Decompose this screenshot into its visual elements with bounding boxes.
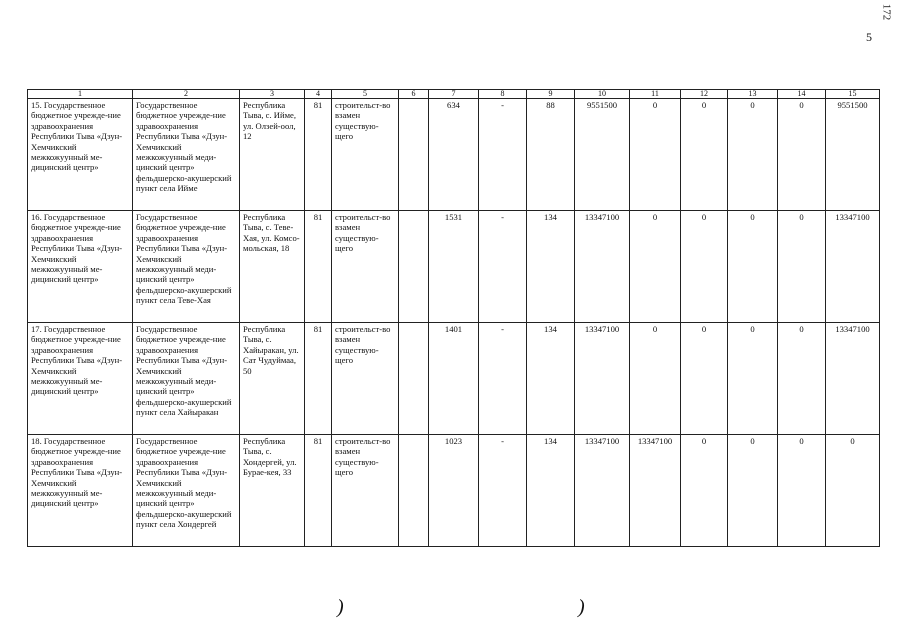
table-cell: строительст-во взамен существую-щего	[332, 435, 399, 547]
table-cell: 9551500	[575, 99, 630, 211]
table-cell: Республика Тыва, с. Теве-Хая, ул. Комсо-мольская, 18	[240, 211, 305, 323]
table-cell: 15. Государственное бюджетное учрежде-ние здравоохранения Республики Тыва «Дзун-Хемчикский межкожуунный ме-дицинский центр»	[28, 99, 133, 211]
table-row	[28, 435, 880, 547]
table-cell: 1531	[429, 211, 479, 323]
table-cell: 0	[681, 323, 728, 435]
column-header-8: 8	[479, 90, 527, 99]
table-cell: 0	[778, 211, 826, 323]
table-cell: 18. Государственное бюджетное учрежде-ние здравоохранения Республики Тыва «Дзун-Хемчикский межкожуунный ме-дицинский центр»	[28, 435, 133, 547]
table-cell: -	[479, 211, 527, 323]
table-cell: 134	[527, 211, 575, 323]
table-cell: 0	[778, 323, 826, 435]
table-row	[28, 323, 880, 435]
table-cell: 13347100	[826, 323, 880, 435]
table-cell	[399, 435, 429, 547]
table-cell	[399, 99, 429, 211]
table-cell: строительст-во взамен существую-щего	[332, 323, 399, 435]
table-body	[28, 99, 880, 547]
table-cell: 13347100	[826, 211, 880, 323]
table-cell: 0	[681, 211, 728, 323]
table-cell: 1401	[429, 323, 479, 435]
data-table	[27, 89, 880, 547]
table-cell: 0	[728, 211, 778, 323]
table-cell: 0	[826, 435, 880, 547]
table-cell: 1023	[429, 435, 479, 547]
table-cell: строительст-во взамен существую-щего	[332, 211, 399, 323]
table-cell: 9551500	[826, 99, 880, 211]
table-row	[28, 211, 880, 323]
table-cell: 0	[728, 99, 778, 211]
table-cell: Республика Тыва, с. Хондергей, ул. Бурае-кея, 33	[240, 435, 305, 547]
table-cell: 134	[527, 323, 575, 435]
table-cell: Государственное бюджетное учрежде-ние здравоохранения Республики Тыва «Дзун-Хемчикский межкожуунный меди-цинский центр» фельдшерско-акушерский пункт села Хайыракан	[133, 323, 240, 435]
table-cell: Республика Тыва, с. Хайыракан, ул. Сат Чудуймаа, 50	[240, 323, 305, 435]
header-row	[28, 90, 880, 99]
column-header-14: 14	[778, 90, 826, 99]
table-cell: 13347100	[575, 323, 630, 435]
column-header-12: 12	[681, 90, 728, 99]
column-header-9: 9	[527, 90, 575, 99]
table-cell: Государственное бюджетное учрежде-ние здравоохранения Республики Тыва «Дзун-Хемчикский межкожуунный меди-цинский центр» фельдшерско-акушерский пункт села Ийме	[133, 99, 240, 211]
table-cell: 134	[527, 435, 575, 547]
table-cell: 0	[681, 99, 728, 211]
table-cell: Государственное бюджетное учрежде-ние здравоохранения Республики Тыва «Дзун-Хемчикский межкожуунный меди-цинский центр» фельдшерско-акушерский пункт села Теве-Хая	[133, 211, 240, 323]
table-row	[28, 99, 880, 211]
column-header-4: 4	[305, 90, 332, 99]
column-header-11: 11	[630, 90, 681, 99]
table-cell: Республика Тыва, с. Ийме, ул. Олзей-оол, 12	[240, 99, 305, 211]
table-cell: 0	[630, 99, 681, 211]
table-cell: 88	[527, 99, 575, 211]
table-cell: 16. Государственное бюджетное учрежде-ние здравоохранения Республики Тыва «Дзун-Хемчикский межкожуунный ме-дицинский центр»	[28, 211, 133, 323]
column-header-6: 6	[399, 90, 429, 99]
table-cell: 0	[728, 323, 778, 435]
column-header-2: 2	[133, 90, 240, 99]
table-cell: строительст-во взамен существую-щего	[332, 99, 399, 211]
table-cell: -	[479, 435, 527, 547]
table-cell: 0	[778, 435, 826, 547]
table-cell	[399, 211, 429, 323]
column-header-1: 1	[28, 90, 133, 99]
table-cell: 634	[429, 99, 479, 211]
table-cell: 81	[305, 99, 332, 211]
column-header-10: 10	[575, 90, 630, 99]
table-cell: 13347100	[575, 435, 630, 547]
corner-mark: 172	[880, 3, 893, 21]
table-cell	[399, 323, 429, 435]
table-cell: Государственное бюджетное учрежде-ние здравоохранения Республики Тыва «Дзун-Хемчикский межкожуунный меди-цинский центр» фельдшерско-акушерский пункт села Хондергей	[133, 435, 240, 547]
table-cell: 81	[305, 211, 332, 323]
margin-mark-left: )	[337, 596, 344, 618]
table-cell: -	[479, 99, 527, 211]
table-cell: 13347100	[630, 435, 681, 547]
table-cell: -	[479, 323, 527, 435]
table-cell: 0	[630, 323, 681, 435]
table-cell: 81	[305, 435, 332, 547]
table-cell: 0	[630, 211, 681, 323]
table-cell: 0	[681, 435, 728, 547]
column-header-15: 15	[826, 90, 880, 99]
column-header-5: 5	[332, 90, 399, 99]
table-cell: 17. Государственное бюджетное учрежде-ние здравоохранения Республики Тыва «Дзун-Хемчикский межкожуунный ме-дицинский центр»	[28, 323, 133, 435]
page-number: 5	[866, 30, 872, 44]
table-cell: 81	[305, 323, 332, 435]
table-cell: 0	[728, 435, 778, 547]
margin-mark-right: )	[578, 596, 585, 618]
column-header-3: 3	[240, 90, 305, 99]
column-header-13: 13	[728, 90, 778, 99]
table-cell: 13347100	[575, 211, 630, 323]
table-cell: 0	[778, 99, 826, 211]
column-header-7: 7	[429, 90, 479, 99]
